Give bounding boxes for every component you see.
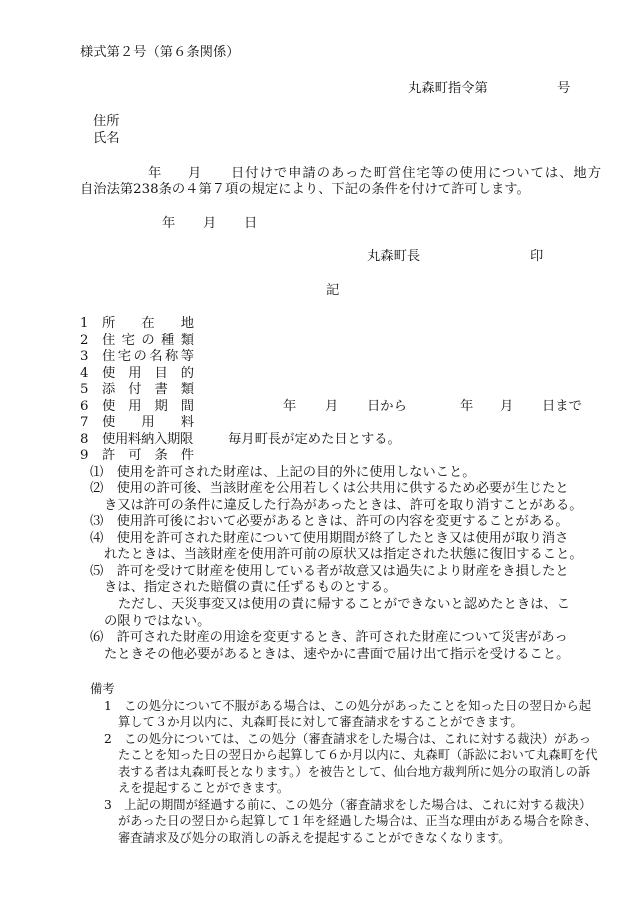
- note-line: 算して３か月以内に、丸森町長に対して審査請求をすることができます。: [118, 715, 523, 729]
- list-item: 9 許可条件: [80, 448, 194, 463]
- period-year-1: 年: [283, 399, 297, 414]
- list-item: 1 所 在 地: [80, 316, 194, 331]
- period-until: 日まで: [542, 399, 582, 414]
- note-line: 1 この処分について不服がある場合は、この処分があったことを知った日の翌日から起: [104, 699, 592, 713]
- intro-text: 日付けで申請のあった町営住宅等の使用については、地方: [231, 166, 601, 181]
- address-label: 住所: [93, 114, 120, 129]
- date-month: 月: [203, 216, 217, 231]
- list-item: 6 使用期間: [80, 399, 194, 414]
- note-line: 3 上記の期間が経過する前に、この処分（審査請求をした場合は、これに対する裁決）: [104, 798, 592, 812]
- list-item: 2 住宅の種類: [80, 333, 194, 348]
- condition-line: き又は許可の条件に違反した行為があったときは、許可を取り消すことがある。: [104, 498, 583, 513]
- form-label: 様式第２号（第６条関係）: [80, 45, 240, 60]
- list-item: 4 使用目的: [80, 366, 194, 381]
- condition-line: きは、指定された賠償の責に任ずるものとする。: [104, 580, 397, 595]
- condition-line: ⑵ 使用の許可後、当該財産を公用若しくは公共用に供するため必要が生じたと: [90, 481, 569, 496]
- intro-year: 年: [148, 166, 162, 181]
- condition-line: ただし、天災事変又は使用の責に帰することができないと認めたときは、こ: [118, 597, 571, 612]
- note-line: 表する者は丸森町長となります。）を被告として、仙台地方裁判所に処分の取消しの訴: [118, 765, 591, 779]
- notes-title: 備考: [90, 682, 115, 696]
- seal-mark: 印: [530, 249, 544, 264]
- note-line: 審査請求及び処分の取消しの訴えを提起することができなくなります。: [118, 831, 511, 845]
- list-item: 8 使用料納入期限: [80, 432, 193, 447]
- issuer-title: 丸森町長: [367, 249, 421, 264]
- period-from: 日から: [367, 399, 407, 414]
- due-value: 毎月町長が定めた日とする。: [228, 432, 401, 447]
- doc-number-prefix: 丸森町指令第: [408, 81, 488, 96]
- condition-line: の限りではない。: [104, 614, 211, 629]
- intro-text-line2: 自治法第238条の４第７項の規定により、下記の条件を付けて許可します。: [80, 182, 530, 197]
- list-item: 5 添付書類: [80, 382, 194, 397]
- condition-line: ⑸ 許可を受けて財産を使用している者が故意又は過失により財産をき損したと: [90, 564, 569, 579]
- condition-line: れたときは、当該財産を使用許可前の原状又は指定された状態に復旧すること。: [104, 547, 583, 562]
- list-item: 3 住宅の名称等: [80, 349, 194, 364]
- condition-line: ⑹ 許可された財産の用途を変更するとき、許可された財産について災害があっ: [90, 630, 568, 645]
- condition-line: ⑴ 使用を許可された財産は、上記の目的外に使用しないこと。: [90, 465, 476, 480]
- period-year-2: 年: [460, 399, 474, 414]
- date-year: 年: [162, 216, 176, 231]
- note-line: えを提起することができます。: [118, 781, 290, 795]
- ki-heading: 記: [326, 283, 340, 298]
- doc-number-suffix: 号: [557, 81, 571, 96]
- note-line: 2 この処分については、この処分（審査請求をした場合は、これに対する裁決）があっ: [104, 732, 592, 746]
- period-month-2: 月: [500, 399, 514, 414]
- note-line: たことを知った日の翌日から起算して６か月以内に、丸森町（訴訟において丸森町を代: [118, 748, 598, 762]
- condition-line: ⑷ 使用を許可された財産について使用期間が終了したとき又は使用が取り消さ: [90, 531, 569, 546]
- list-item: 7 使用料: [80, 415, 194, 430]
- name-label: 氏名: [93, 131, 120, 146]
- period-month-1: 月: [325, 399, 339, 414]
- condition-line: たときその他必要があるときは、速やかに書面で届け出て指示を受けること。: [104, 647, 570, 662]
- date-day: 日: [244, 216, 258, 231]
- note-line: があった日の翌日から起算して１年を経過した場合は、正当な理由がある場合を除き、: [118, 814, 597, 828]
- intro-month: 月: [188, 166, 202, 181]
- condition-line: ⑶ 使用許可後において必要があるときは、許可の内容を変更することがある。: [90, 514, 569, 529]
